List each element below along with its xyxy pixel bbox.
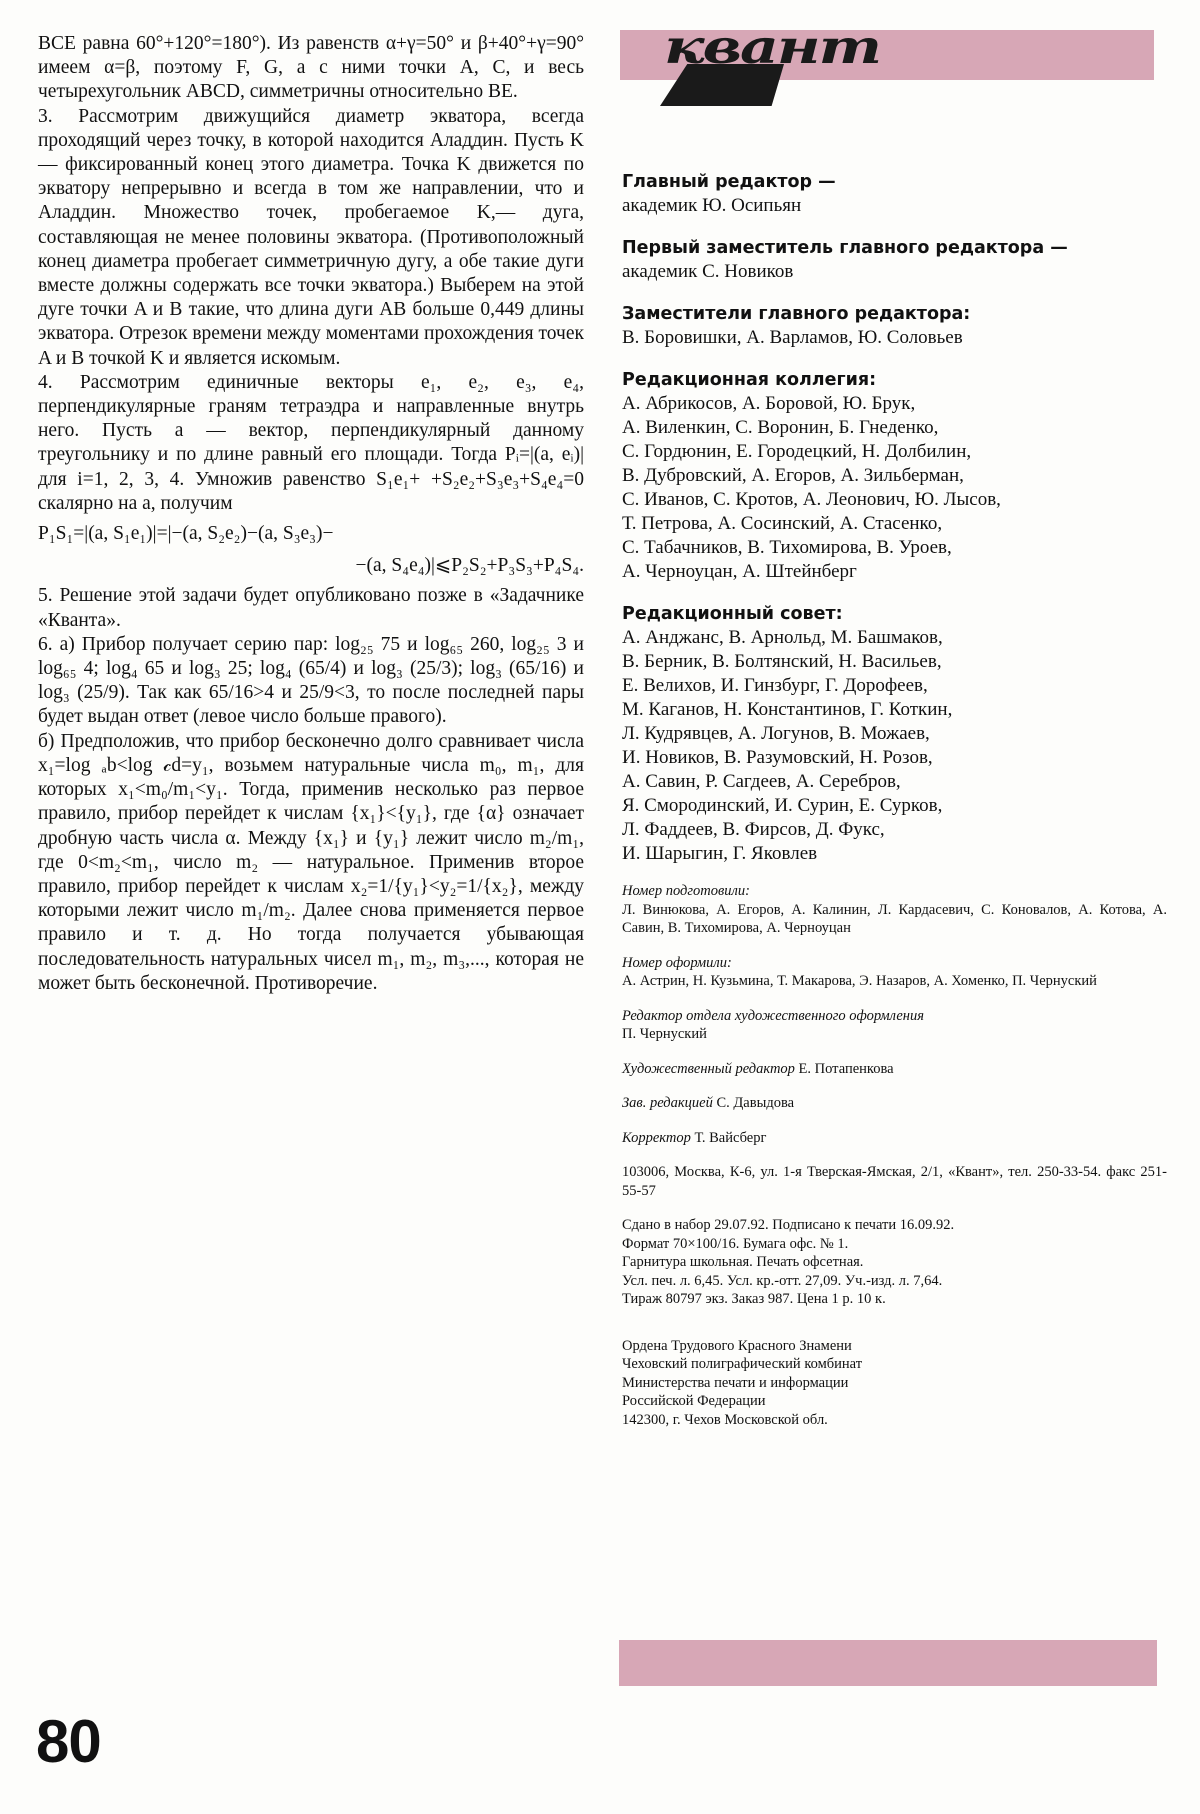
printer-info: Ордена Трудового Красного Знамени Чеховский полиграфический комбинат Министерства печати и информации Российской Федерации 142300, г. Чехов Московской обл. <box>622 1337 863 1428</box>
chief-editor: Главный редактор — академик Ю. Осипьян <box>622 172 836 216</box>
solutions-column <box>38 32 584 996</box>
editorial-head: Зав. редакцией С. Давыдова <box>622 1095 795 1111</box>
logo-text: квант <box>664 20 881 75</box>
solution-5: 5. Решение этой задачи будет опубликовано позже в «Задачнике «Кванта». <box>38 585 584 631</box>
editorial-council: Редакционный совет: А. Анджанс, В. Арнольд, М. Башмаков, В. Берник, В. Болтянский, Н. Васильев, Е. Велихов, И. Гинзбург, Г. Дорофеев, М. Каганов, Н. Константинов, Г. Коткин, Л. Кудрявцев, А. Логунов, В. Можаев, И. Новиков, В. Разумовский, Н. Розов, А. Савин, Р. Сагдеев, А. Серебров, Я. Смородинский, И. Сурин, Е. Сурков, Л. Фаддеев, В. Фирсов, Д. Фукс, И. Шарыгин, Г. Яковлев <box>622 604 953 864</box>
designed-by: Номер оформили: А. Астрин, Н. Кузьмина, Т. Макарова, Э. Назаров, А. Хоменко, П. Чернуский <box>622 954 1097 989</box>
deputies: Заместители главного редактора: В. Боровишки, А. Варламов, Ю. Соловьев <box>622 304 971 348</box>
page-number: 80 <box>36 1708 101 1775</box>
masthead-column <box>622 20 1167 1429</box>
solution-6b: б) Предположив, что прибор бесконечно долго сравнивает числа x₁=log ₐb<log 𝒸d=y₁, возьмем натуральные числа m₀, m₁, для которых x₁<m₀/m₁<y₁. Тогда, применив несколько раз первое правило, прибор перейдет к числам {x₁}<{y₁}, где {α} означает дробную часть числа α. Между {x₁} и {y₁} лежит число m₂/m₁, где 0<m₂<m₁, число m₂ — натуральное. Применив второе правило, прибор перейдет к числам x₂=1/{y₁}<y₂=1/{x₂}, между которыми лежит число m₁/m₂. Далее снова применяется первое правило и т. д. Но тогда получается убывающая последовательность натуральных чисел m₁, m₂, m₃,..., которая не может быть бесконечной. Противоречие. <box>38 730 584 994</box>
formula-line: P₁S₁=|(a, S₁e₁)|=|−(a, S₂e₂)−(a, S₃e₃)− <box>38 523 334 545</box>
print-details: Сдано в набор 29.07.92. Подписано к печати 16.09.92. Формат 70×100/16. Бумага офс. № 1. Гарнитура школьная. Печать офсетная. Усл. печ. л. 6,45. Усл. кр.-отт. 27,09. Уч.-изд. л. 7,64. Тираж 80797 экз. Заказ 987. Цена 1 р. 10 к. <box>622 1217 955 1307</box>
formula-line: −(a, S₄e₄)|⩽P₂S₂+P₃S₃+P₄S₄. <box>355 555 584 577</box>
solution-3: 3. Рассмотрим движущийся диаметр экватора, всегда проходящий через точку, в которой находится Аладдин. Пусть K — фиксированный конец этого диаметра. Точка K движется по экватору непрерывно и всегда в том же направлении, что и Аладдин. Множество точек, пробегаемое K,— дуга, составляющая не менее половины экватора. (Противоположный конец диаметра пробегает симметричную дугу, а обе такие дуги вместе должны содержать все точки экватора.) Выберем на этой дуге точки A и B такие, что длина дуги AB больше 0,449 длины экватора. Отрезок времени между моментами прохождения точек A и B точкой K и является искомым. <box>38 105 584 369</box>
decorative-band <box>619 1640 1157 1686</box>
editorial-address: 103006, Москва, К-6, ул. 1-я Тверская-Ямская, 2/1, «Квант», тел. 250-33-54. факс 251-55-57 <box>622 1164 1167 1199</box>
kvant-logo <box>620 20 1154 80</box>
first-deputy: Первый заместитель главного редактора — академик С. Новиков <box>622 238 1068 282</box>
solution-6a: 6. а) Прибор получает серию пар: log₂₅ 75 и log₆₅ 260, log₂₅ 3 и log₆₅ 4; log₄ 65 и log₃ 25; log₄ (65/4) и log₃ (25/3); log₃ (65/16) и log₃ (25/9). Так как 65/16>4 и 25/9<3, то после последней пары будет выдан ответ (левое число больше правого). <box>38 633 584 728</box>
editorial-board: Редакционная коллегия: А. Абрикосов, А. Боровой, Ю. Брук, А. Виленкин, С. Воронин, Б. Гнеденко, С. Гордюнин, Е. Городецкий, Н. Долбилин, В. Дубровский, А. Егоров, А. Зильберман, С. Иванов, С. Кротов, А. Леонович, Ю. Лысов, Т. Петрова, А. Сосинский, А. Стасенко, С. Табачников, В. Тихомирова, В. Уроев, А. Черноуцан, А. Штейнберг <box>622 370 1001 582</box>
art-editor: Художественный редактор Е. Потапенкова <box>622 1060 894 1077</box>
solution-4: 4. Рассмотрим единичные векторы e₁, e₂, e₃, e₄, перпендикулярные граням тетраэдра и направленные внутрь него. Пусть a — вектор, перпендикулярный данному треугольнику и по длине равный его площади. Тогда Pᵢ=|(a, eᵢ)| для i=1, 2, 3, 4. Умножив равенство S₁e₁+ +S₂e₂+S₃e₃+S₄e₄=0 скалярно на a, получим <box>38 371 584 514</box>
prepared-by: Номер подготовили: Л. Винюкова, А. Егоров, А. Калинин, Л. Кардасевич, С. Коновалов, А. Котова, А. Савин, В. Тихомирова, А. Черноуцан <box>622 883 1167 936</box>
proofreader: Корректор Т. Вайсберг <box>622 1129 767 1146</box>
art-dept-editor: Редактор отдела художественного оформления П. Чернуский <box>622 1007 924 1042</box>
solution-text: BCE равна 60°+120°=180°). Из равенств α+γ=50° и β+40°+γ=90° имеем α=β, поэтому F, G, а с ними точки A, C, и весь четырехугольник ABCD, симметричны относительно BE. <box>38 33 584 103</box>
